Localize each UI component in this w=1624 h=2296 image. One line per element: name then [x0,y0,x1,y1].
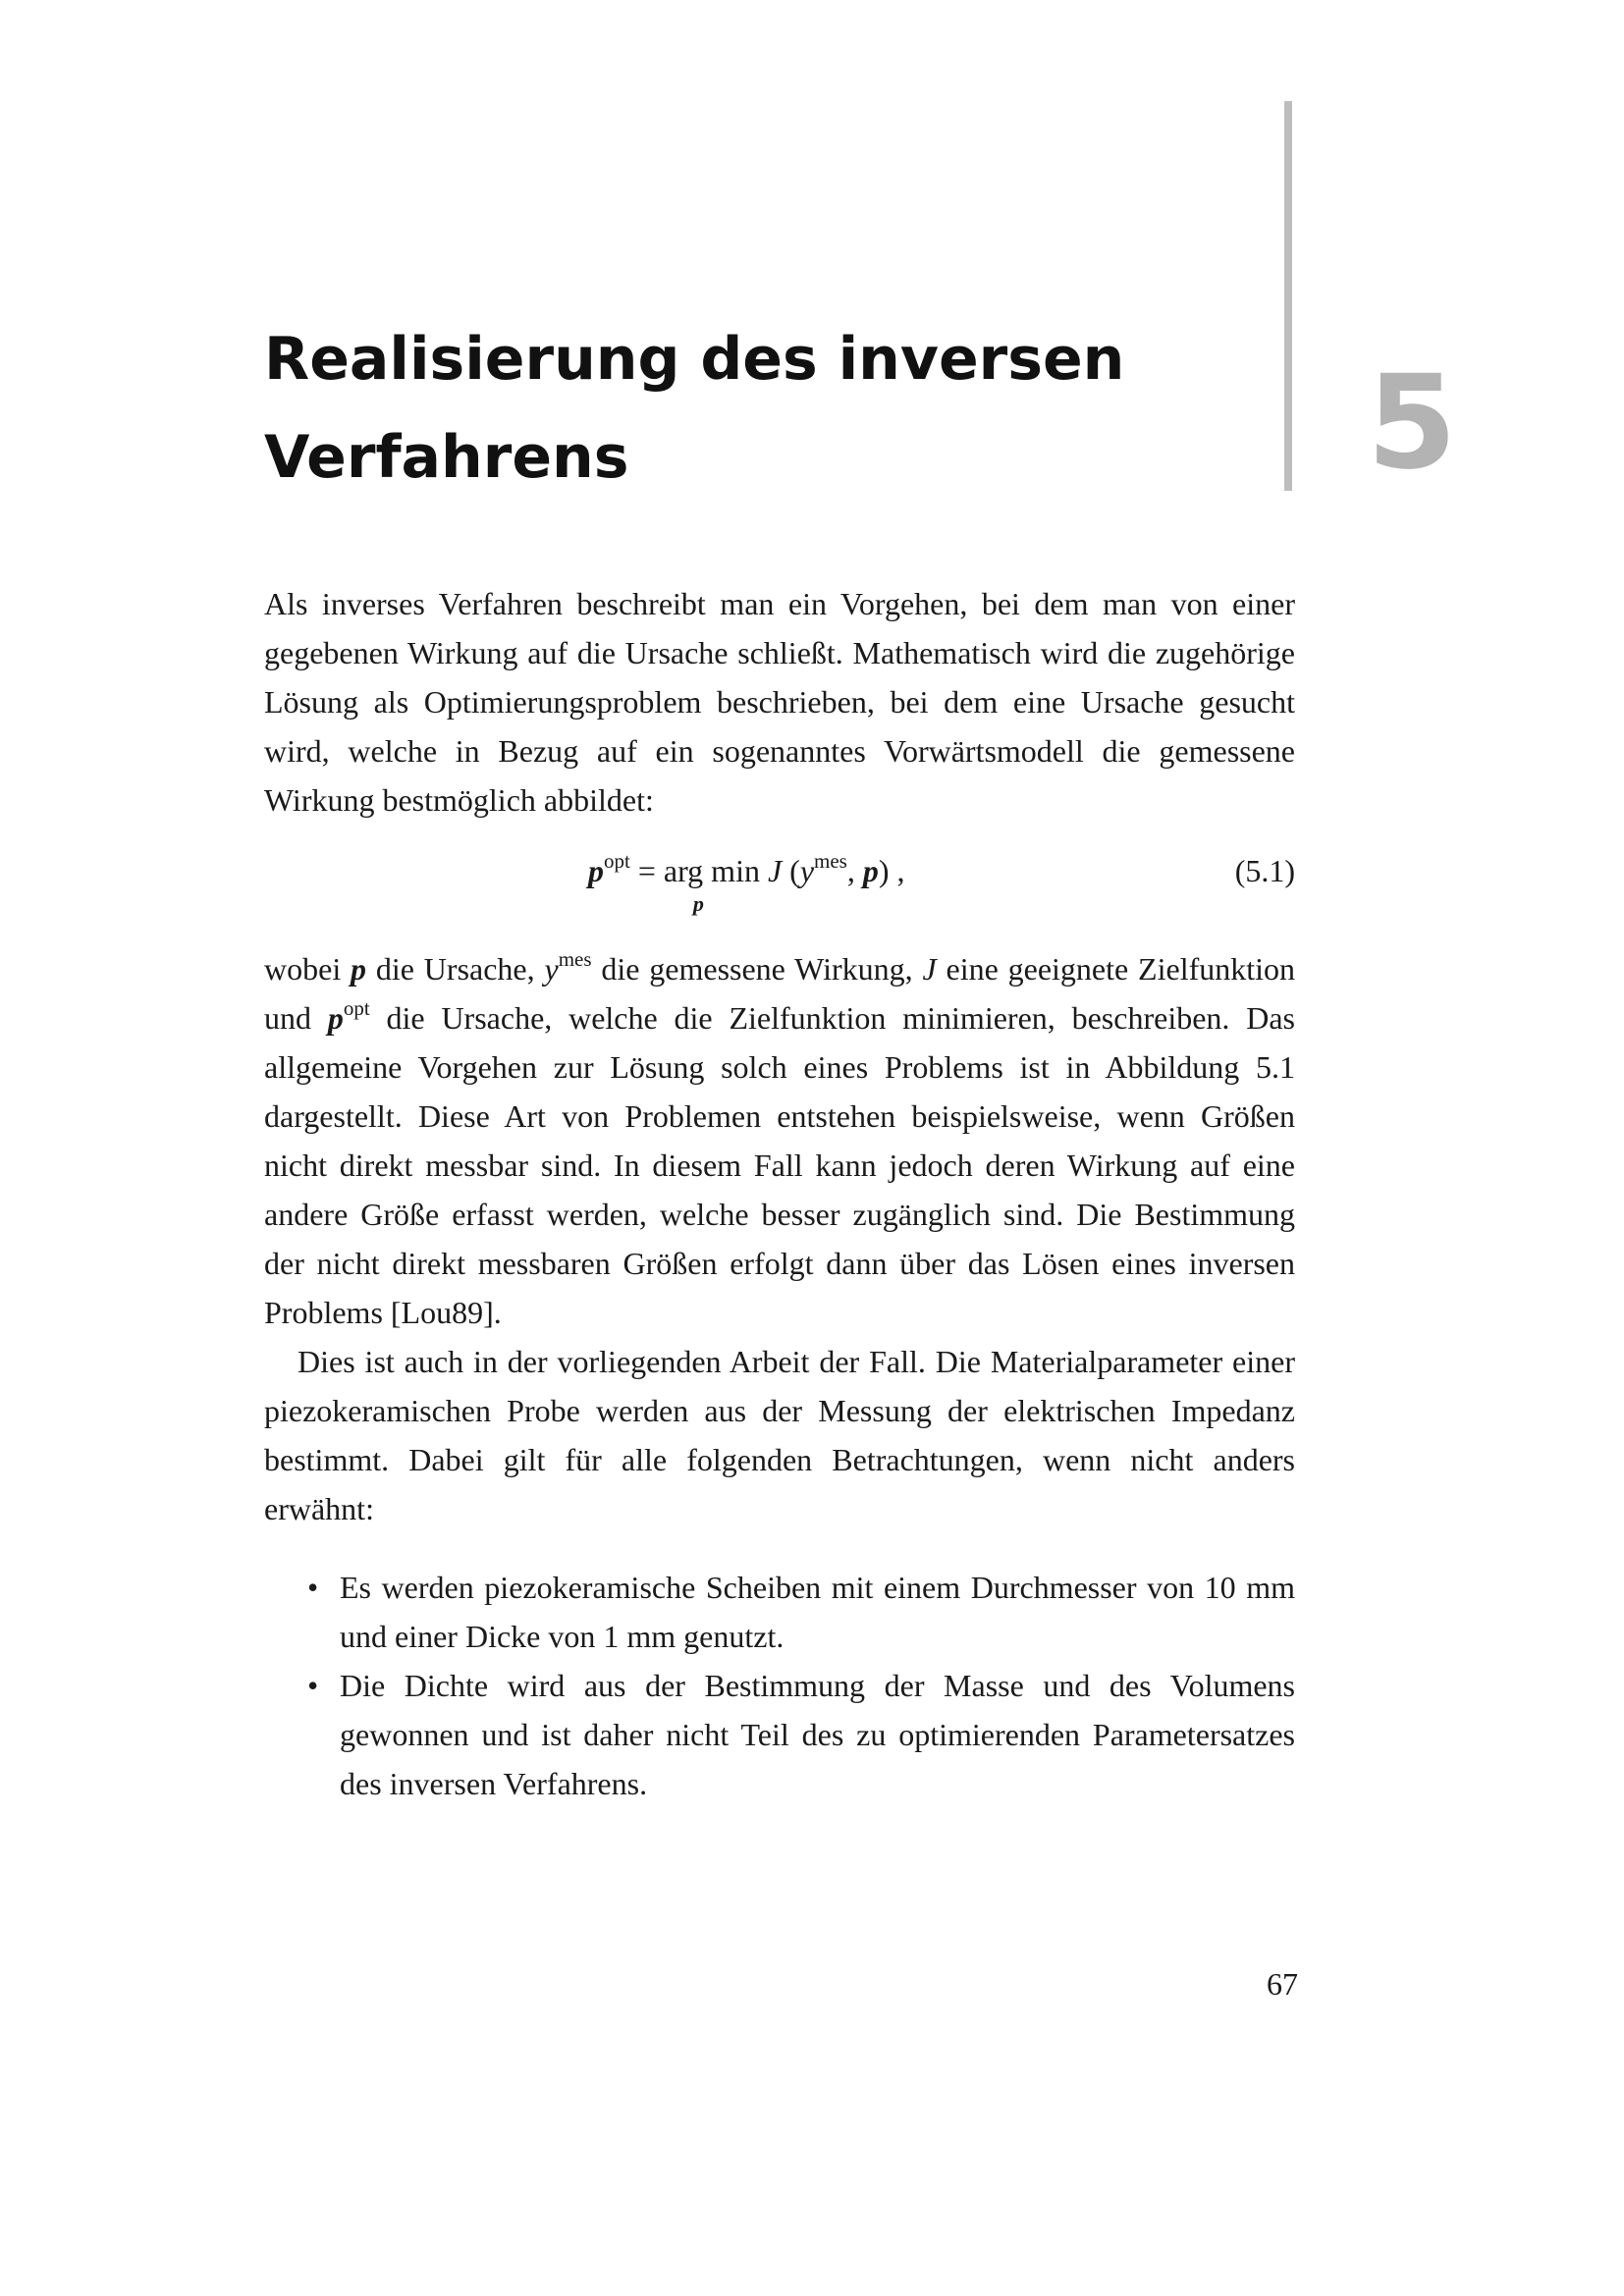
text-run: wobei [264,951,352,987]
text-run: die Ursache, welche die Zielfunktion minimieren, beschreiben. Das allgemeine Vorgehen zur Lösung solch eines Problems ist in Abbildung 5.1 dargestellt. Diese Art von Problemen entstehen beispielsweise, wenn Größen nicht direkt messbar sind. In diesem Fall kann jedoch deren Wirkung auf eine andere Größe erfasst werden, welche besser zugänglich sind. Die Bestimmung der nicht direkt messbaren Größen erfolgt dann über das Lösen eines inversen Problems [Lou89]. [264,1000,1296,1330]
bullet-icon: • [307,1668,319,1703]
symbol-y: y [544,951,559,987]
text-run: die Ursache, [366,951,545,987]
eq-function-symbol: J [767,853,783,888]
paragraph-context: Dies ist auch in der vorliegenden Arbeit der Fall. Die Materialparameter einer piezokeramischen Probe werden aus der Messung der elektrischen Impedanz bestimmt. Dabei gilt für alle folgenden Betrachtungen, wenn nicht anders erwähnt: [264,1344,1295,1526]
list-item-text: Es werden piezokeramische Scheiben mit einem Durchmesser von 10 mm und einer Dicke von 1 mm genutzt. [340,1570,1295,1654]
equation-5-1 [264,834,1295,933]
eq-argmin-subscript: p [692,891,704,916]
page-number: 67 [1267,1966,1298,2002]
chapter-title-line-1: Realisierung des inversen [264,325,1125,394]
eq-argument-symbol: p [862,853,879,888]
chapter-rule [1284,101,1292,491]
eq-close-paren: ) , [878,853,905,888]
eq-argmin-text: = arg min [629,853,768,888]
eq-comma: , [846,853,863,888]
symbol-J: J [922,951,937,987]
body-text [264,579,1295,1808]
list-item-text: Die Dichte wird aus der Bestimmung der Masse und des Volumens gewonnen und ist daher nicht Teil des zu optimierenden Parametersatzes des inversen Verfahrens. [340,1668,1295,1801]
chapter-title [264,310,1226,507]
eq-lhs-superscript: opt [604,849,630,873]
text-run: die gemessene Wirkung, [591,951,923,987]
symbol-p: p [351,951,367,987]
eq-lhs-symbol: p [588,853,604,888]
equation-body [588,846,905,916]
bullet-list [264,1563,1295,1808]
chapter-number: 5 [1367,347,1457,499]
chapter-title-line-2: Verfahrens [264,423,629,492]
list-item [264,1661,1295,1808]
list-item [264,1563,1295,1661]
superscript-opt: opt [343,996,370,1020]
paragraph-intro: Als inverses Verfahren beschreibt man ein Vorgehen, bei dem man von einer gegebenen Wirkung auf die Ursache schließt. Mathematisch wird die zugehörige Lösung als Optimierungsproblem beschrieben, bei dem eine Ursache gesucht wird, welche in Bezug auf ein sogenanntes Vorwärtsmodell die gemessene Wirkung bestmöglich abbildet: [264,586,1295,818]
eq-open-paren: ( [782,853,800,888]
equation-number: (5.1) [1234,853,1295,888]
superscript-mes: mes [558,947,592,971]
eq-argmin [629,846,768,916]
eq-variable-symbol: y [799,853,815,888]
text-run: eine geeignete Zielfunktion und [264,951,1296,1036]
symbol-p-opt: p [327,1000,344,1036]
paragraph-explanation [264,944,1295,1337]
bullet-icon: • [307,1570,319,1605]
eq-variable-superscript: mes [814,849,847,873]
